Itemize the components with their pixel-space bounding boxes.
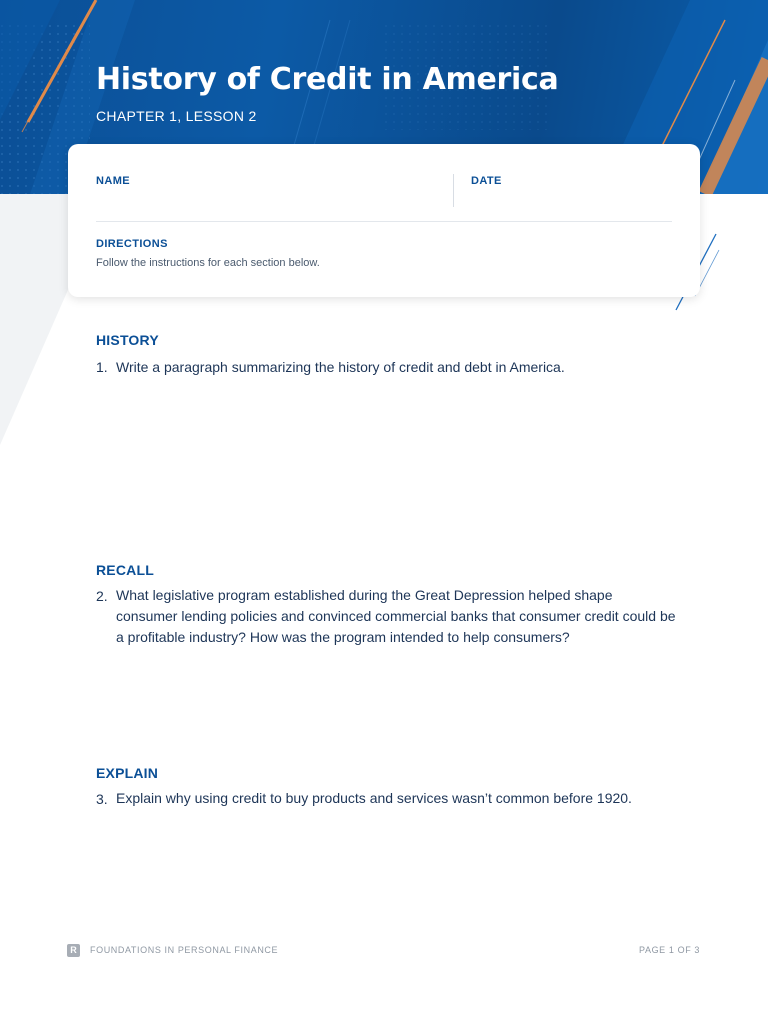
name-label: NAME <box>96 175 130 187</box>
page-title: History of Credit in America <box>96 62 559 97</box>
brand-logo-icon: R <box>67 944 80 957</box>
page-number: PAGE 1 OF 3 <box>639 945 700 955</box>
question-text: What legislative program established during the Great Depression helped shape consumer lending policies and convinced commercial banks that consumer credit could be a profitable industry? How was the program intended to help consumers? <box>116 587 676 645</box>
question-number: 3. <box>96 791 108 807</box>
section-heading-recall: RECALL <box>96 562 154 578</box>
question-text: Write a paragraph summarizing the history of credit and debt in America. <box>116 359 565 375</box>
question-number: 2. <box>96 588 108 604</box>
footer-course-name: FOUNDATIONS IN PERSONAL FINANCE <box>90 945 279 955</box>
question-text: Explain why using credit to buy products and services wasn’t common before 1920. <box>116 790 632 806</box>
card-divider <box>96 221 672 222</box>
chapter-lesson-subtitle: CHAPTER 1, LESSON 2 <box>96 108 257 124</box>
directions-text: Follow the instructions for each section below. <box>96 257 320 269</box>
student-info-card <box>68 144 700 297</box>
section-heading-explain: EXPLAIN <box>96 765 159 781</box>
section-heading-history: HISTORY <box>96 332 159 348</box>
question-number: 1. <box>96 359 108 375</box>
directions-label: DIRECTIONS <box>96 238 168 250</box>
date-label: DATE <box>471 175 502 187</box>
field-divider <box>453 174 454 207</box>
